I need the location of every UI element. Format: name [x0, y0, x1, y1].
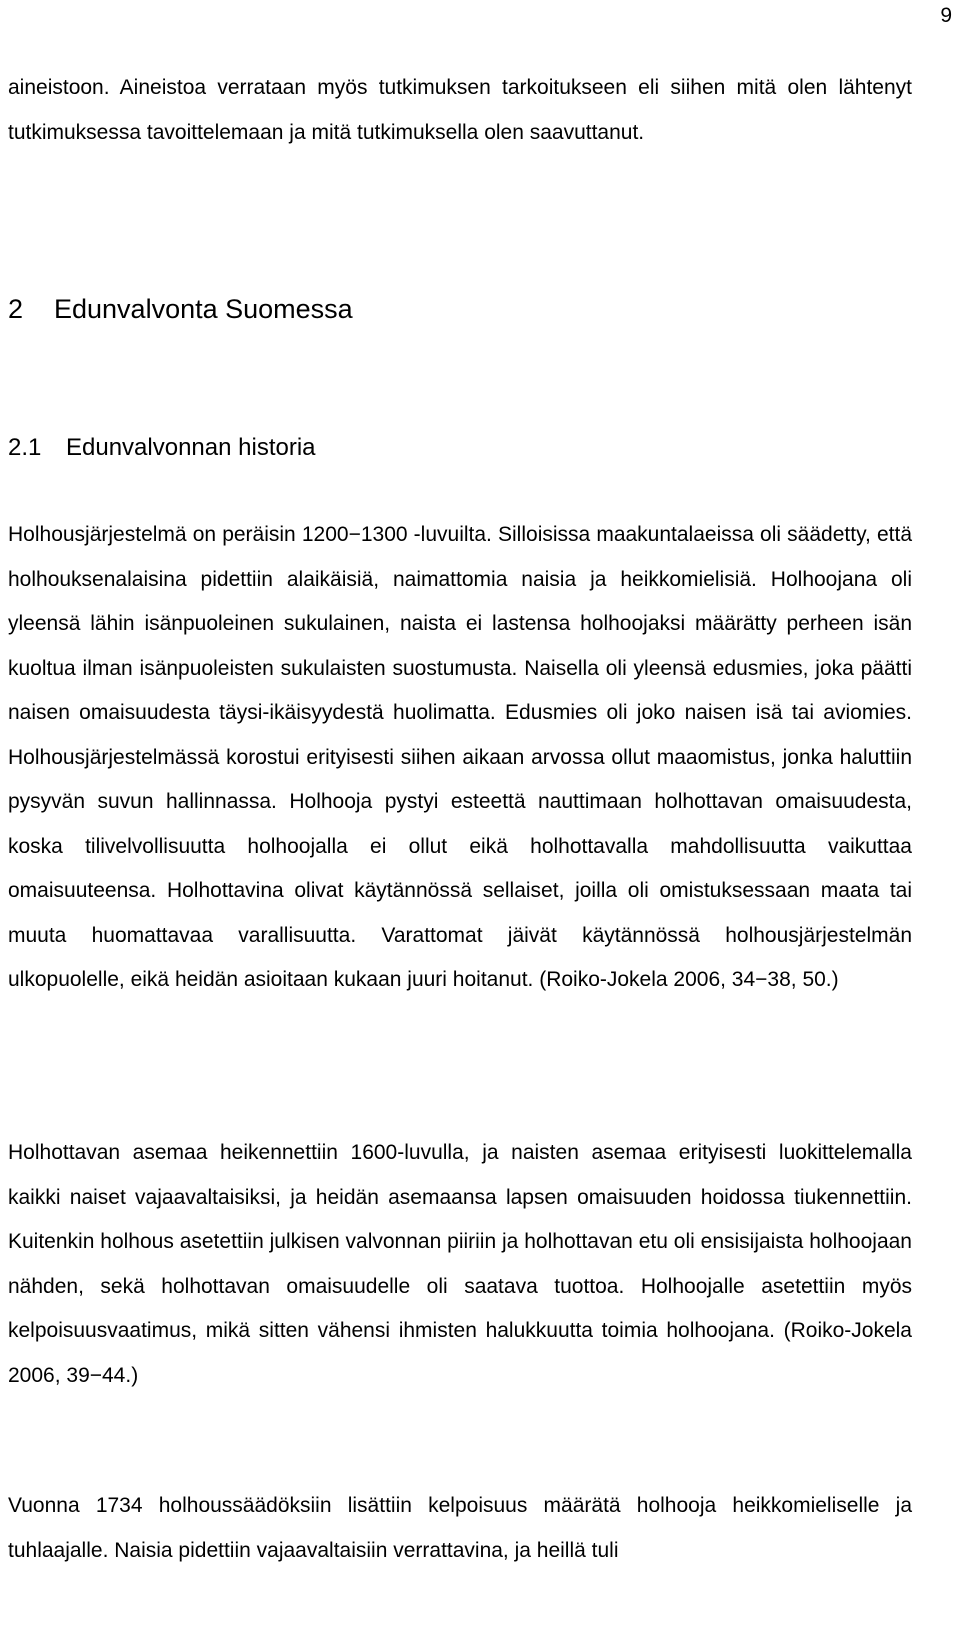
section-title: Edunvalvonnan historia: [66, 434, 316, 461]
section-number: 2.1: [8, 434, 42, 461]
paragraph-1734: Vuonna 1734 holhoussäädöksiin lisättiin kelpoisuus määrätä holhooja heikkomieliselle ja tuhlaajalle. Naisia pidettiin vajaavaltaisiin verrattavina, ja heillä tuli: [8, 1494, 912, 1562]
page-number: 9: [940, 4, 952, 27]
paragraph-intro: aineistoon. Aineistoa verrataan myös tutkimuksen tarkoitukseen eli siihen mitä olen lähtenyt tutkimuksessa tavoittelemaan ja mitä tutkimuksella olen saavuttanut.: [8, 76, 912, 144]
paragraph-1600-luku: Holhottavan asemaa heikennettiin 1600-luvulla, ja naisten asemaa erityisesti luokittelemalla kaikki naiset vajaavaltaisiksi, ja heidän asemaansa lapsen omaisuuden hoidossa tiukennettiin. Kuitenkin holhous asetettiin julkisen valvonnan piiriin ja holhottavan etu oli ensisijaista holhoojaan nähden, sekä holhottavan omaisuudelle oli saatava tuottoa. Holhoojalle asetettiin myös kelpoisuusvaatimus, mikä sitten vähensi ihmisten halukkuutta toimia holhoojana. (Roiko-Jokela 2006, 39−44.): [8, 1141, 912, 1387]
chapter-number: 2: [8, 294, 24, 324]
chapter-heading: [8, 284, 353, 334]
section-heading: [8, 426, 316, 470]
chapter-title: Edunvalvonta Suomessa: [54, 294, 353, 324]
paragraph-holhousjarjestelma: Holhousjärjestelmä on peräisin 1200−1300 -luvuilta. Silloisissa maakuntalaeissa oli säädetty, että holhouksenalaisina pidettiin alaikäisiä, naimattomia naisia ja heikkomielisiä. Holhoojana oli yleensä lähin isänpuoleinen sukulainen, naista ei lastensa holhoojaksi määrätty perheen isän kuoltua ilman isänpuoleisten sukulaisten suostumusta. Naisella oli yleensä edusmies, joka päätti naisen omaisuudesta täysi-ikäisyydestä huolimatta. Edusmies oli joko naisen isä tai aviomies. Holhousjärjestelmässä korostui erityisesti siihen aikaan arvossa ollut maaomistus, jonka haluttiin pysyvän suvun hallinnassa. Holhooja pystyi esteettä nauttimaan holhottavan omaisuudesta, koska tilivelvollisuutta holhoojalla ei ollut eikä holhottavalla mahdollisuutta vaikuttaa omaisuuteensa. Holhottavina olivat käytännössä sellaiset, joilla oli omistuksessaan maata tai muuta huomattavaa varallisuutta. Varattomat jäivät käytännössä holhousjärjestelmän ulkopuolelle, eikä heidän asioitaan kukaan juuri hoitanut. (Roiko-Jokela 2006, 34−38, 50.): [8, 523, 912, 991]
